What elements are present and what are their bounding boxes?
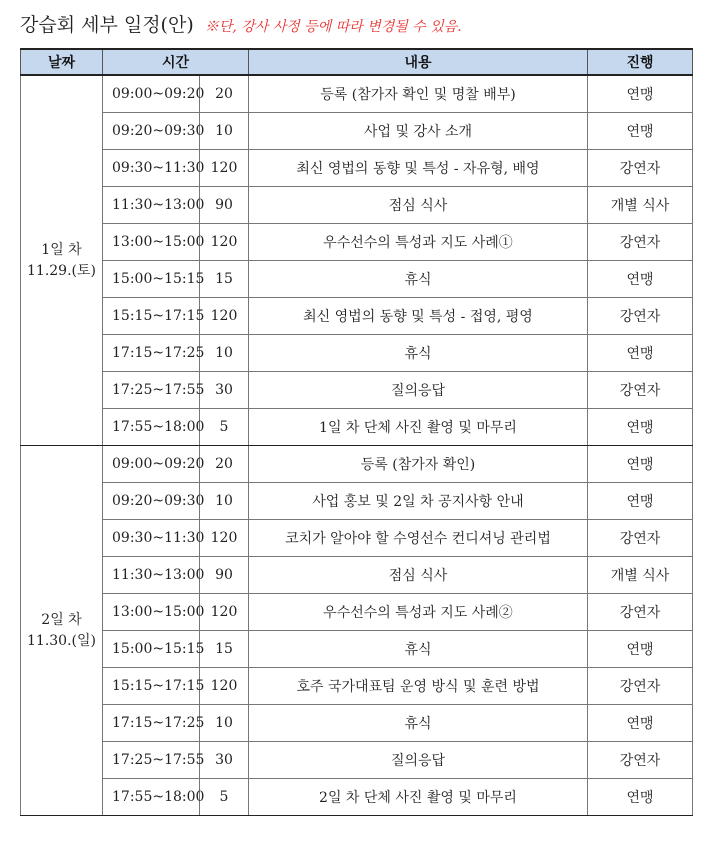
content-cell: 등록 (참가자 확인 및 명찰 배부) bbox=[249, 75, 588, 113]
content-cell: 휴식 bbox=[249, 705, 588, 742]
header-progress: 진행 bbox=[588, 49, 693, 75]
progress-cell: 연맹 bbox=[588, 483, 693, 520]
content-cell: 2일 차 단체 사진 촬영 및 마무리 bbox=[249, 779, 588, 816]
header-time: 시간 bbox=[103, 49, 249, 75]
table-row bbox=[21, 261, 693, 298]
document-heading bbox=[20, 10, 462, 37]
table-row bbox=[21, 668, 693, 705]
duration-cell: 30 bbox=[200, 372, 249, 409]
content-cell: 질의응답 bbox=[249, 742, 588, 779]
content-cell: 우수선수의 특성과 지도 사례① bbox=[249, 224, 588, 261]
day-label: 2일 차 bbox=[41, 611, 82, 628]
progress-cell: 강연자 bbox=[588, 742, 693, 779]
table-row bbox=[21, 113, 693, 150]
progress-cell: 강연자 bbox=[588, 372, 693, 409]
duration-cell: 10 bbox=[200, 705, 249, 742]
duration-cell: 10 bbox=[200, 113, 249, 150]
progress-cell: 연맹 bbox=[588, 631, 693, 668]
time-range-cell: 15:00~15:15 bbox=[103, 261, 200, 298]
date-cell bbox=[21, 75, 103, 446]
time-range-cell: 11:30~13:00 bbox=[103, 187, 200, 224]
table-row bbox=[21, 224, 693, 261]
time-range-cell: 11:30~13:00 bbox=[103, 557, 200, 594]
time-range-cell: 13:00~15:00 bbox=[103, 224, 200, 261]
schedule-table bbox=[20, 48, 693, 816]
table-row bbox=[21, 75, 693, 113]
header-date: 날짜 bbox=[21, 49, 103, 75]
progress-cell: 강연자 bbox=[588, 224, 693, 261]
duration-cell: 10 bbox=[200, 483, 249, 520]
duration-cell: 20 bbox=[200, 446, 249, 483]
table-header-row bbox=[21, 49, 693, 75]
table-row bbox=[21, 298, 693, 335]
table-row bbox=[21, 446, 693, 483]
time-range-cell: 15:15~17:15 bbox=[103, 298, 200, 335]
progress-cell: 개별 식사 bbox=[588, 187, 693, 224]
content-cell: 사업 및 강사 소개 bbox=[249, 113, 588, 150]
table-row bbox=[21, 557, 693, 594]
time-range-cell: 09:30~11:30 bbox=[103, 520, 200, 557]
progress-cell: 연맹 bbox=[588, 779, 693, 816]
progress-cell: 강연자 bbox=[588, 150, 693, 187]
content-cell: 최신 영법의 동향 및 특성 - 접영, 평영 bbox=[249, 298, 588, 335]
progress-cell: 강연자 bbox=[588, 594, 693, 631]
progress-cell: 연맹 bbox=[588, 113, 693, 150]
duration-cell: 120 bbox=[200, 668, 249, 705]
duration-cell: 120 bbox=[200, 520, 249, 557]
date-label: 11.29.(토) bbox=[27, 262, 96, 279]
time-range-cell: 15:15~17:15 bbox=[103, 668, 200, 705]
time-range-cell: 17:55~18:00 bbox=[103, 409, 200, 446]
header-content: 내용 bbox=[249, 49, 588, 75]
content-cell: 점심 식사 bbox=[249, 557, 588, 594]
time-range-cell: 17:25~17:55 bbox=[103, 742, 200, 779]
duration-cell: 90 bbox=[200, 187, 249, 224]
duration-cell: 120 bbox=[200, 298, 249, 335]
progress-cell: 강연자 bbox=[588, 298, 693, 335]
content-cell: 휴식 bbox=[249, 631, 588, 668]
date-cell bbox=[21, 446, 103, 816]
time-range-cell: 09:20~09:30 bbox=[103, 113, 200, 150]
content-cell: 사업 홍보 및 2일 차 공지사항 안내 bbox=[249, 483, 588, 520]
change-notice: ※단, 강사 사정 등에 따라 변경될 수 있음. bbox=[204, 19, 462, 35]
progress-cell: 강연자 bbox=[588, 668, 693, 705]
time-range-cell: 09:30~11:30 bbox=[103, 150, 200, 187]
day-label: 1일 차 bbox=[41, 241, 82, 258]
table-row bbox=[21, 742, 693, 779]
schedule-body bbox=[21, 75, 693, 816]
duration-cell: 90 bbox=[200, 557, 249, 594]
duration-cell: 15 bbox=[200, 261, 249, 298]
progress-cell: 개별 식사 bbox=[588, 557, 693, 594]
table-row bbox=[21, 705, 693, 742]
time-range-cell: 17:15~17:25 bbox=[103, 705, 200, 742]
content-cell: 1일 차 단체 사진 촬영 및 마무리 bbox=[249, 409, 588, 446]
content-cell: 등록 (참가자 확인) bbox=[249, 446, 588, 483]
time-range-cell: 17:55~18:00 bbox=[103, 779, 200, 816]
progress-cell: 연맹 bbox=[588, 335, 693, 372]
content-cell: 휴식 bbox=[249, 261, 588, 298]
table-row bbox=[21, 409, 693, 446]
duration-cell: 15 bbox=[200, 631, 249, 668]
progress-cell: 연맹 bbox=[588, 409, 693, 446]
time-range-cell: 13:00~15:00 bbox=[103, 594, 200, 631]
content-cell: 호주 국가대표팀 운영 방식 및 훈련 방법 bbox=[249, 668, 588, 705]
table-row bbox=[21, 631, 693, 668]
duration-cell: 30 bbox=[200, 742, 249, 779]
time-range-cell: 15:00~15:15 bbox=[103, 631, 200, 668]
table-row bbox=[21, 335, 693, 372]
content-cell: 점심 식사 bbox=[249, 187, 588, 224]
duration-cell: 10 bbox=[200, 335, 249, 372]
duration-cell: 120 bbox=[200, 150, 249, 187]
table-row bbox=[21, 520, 693, 557]
time-range-cell: 09:00~09:20 bbox=[103, 75, 200, 113]
progress-cell: 연맹 bbox=[588, 446, 693, 483]
content-cell: 최신 영법의 동향 및 특성 - 자유형, 배영 bbox=[249, 150, 588, 187]
content-cell: 휴식 bbox=[249, 335, 588, 372]
duration-cell: 5 bbox=[200, 409, 249, 446]
content-cell: 우수선수의 특성과 지도 사례② bbox=[249, 594, 588, 631]
duration-cell: 120 bbox=[200, 224, 249, 261]
duration-cell: 5 bbox=[200, 779, 249, 816]
table-row bbox=[21, 779, 693, 816]
time-range-cell: 09:00~09:20 bbox=[103, 446, 200, 483]
progress-cell: 연맹 bbox=[588, 705, 693, 742]
duration-cell: 20 bbox=[200, 75, 249, 113]
table-row bbox=[21, 372, 693, 409]
progress-cell: 강연자 bbox=[588, 520, 693, 557]
table-row bbox=[21, 150, 693, 187]
duration-cell: 120 bbox=[200, 594, 249, 631]
content-cell: 질의응답 bbox=[249, 372, 588, 409]
time-range-cell: 17:15~17:25 bbox=[103, 335, 200, 372]
time-range-cell: 09:20~09:30 bbox=[103, 483, 200, 520]
table-row bbox=[21, 483, 693, 520]
progress-cell: 연맹 bbox=[588, 75, 693, 113]
time-range-cell: 17:25~17:55 bbox=[103, 372, 200, 409]
date-label: 11.30.(일) bbox=[27, 632, 96, 649]
page-title: 강습회 세부 일정(안) bbox=[20, 14, 194, 36]
table-row bbox=[21, 187, 693, 224]
progress-cell: 연맹 bbox=[588, 261, 693, 298]
content-cell: 코치가 알아야 할 수영선수 컨디셔닝 관리법 bbox=[249, 520, 588, 557]
table-row bbox=[21, 594, 693, 631]
